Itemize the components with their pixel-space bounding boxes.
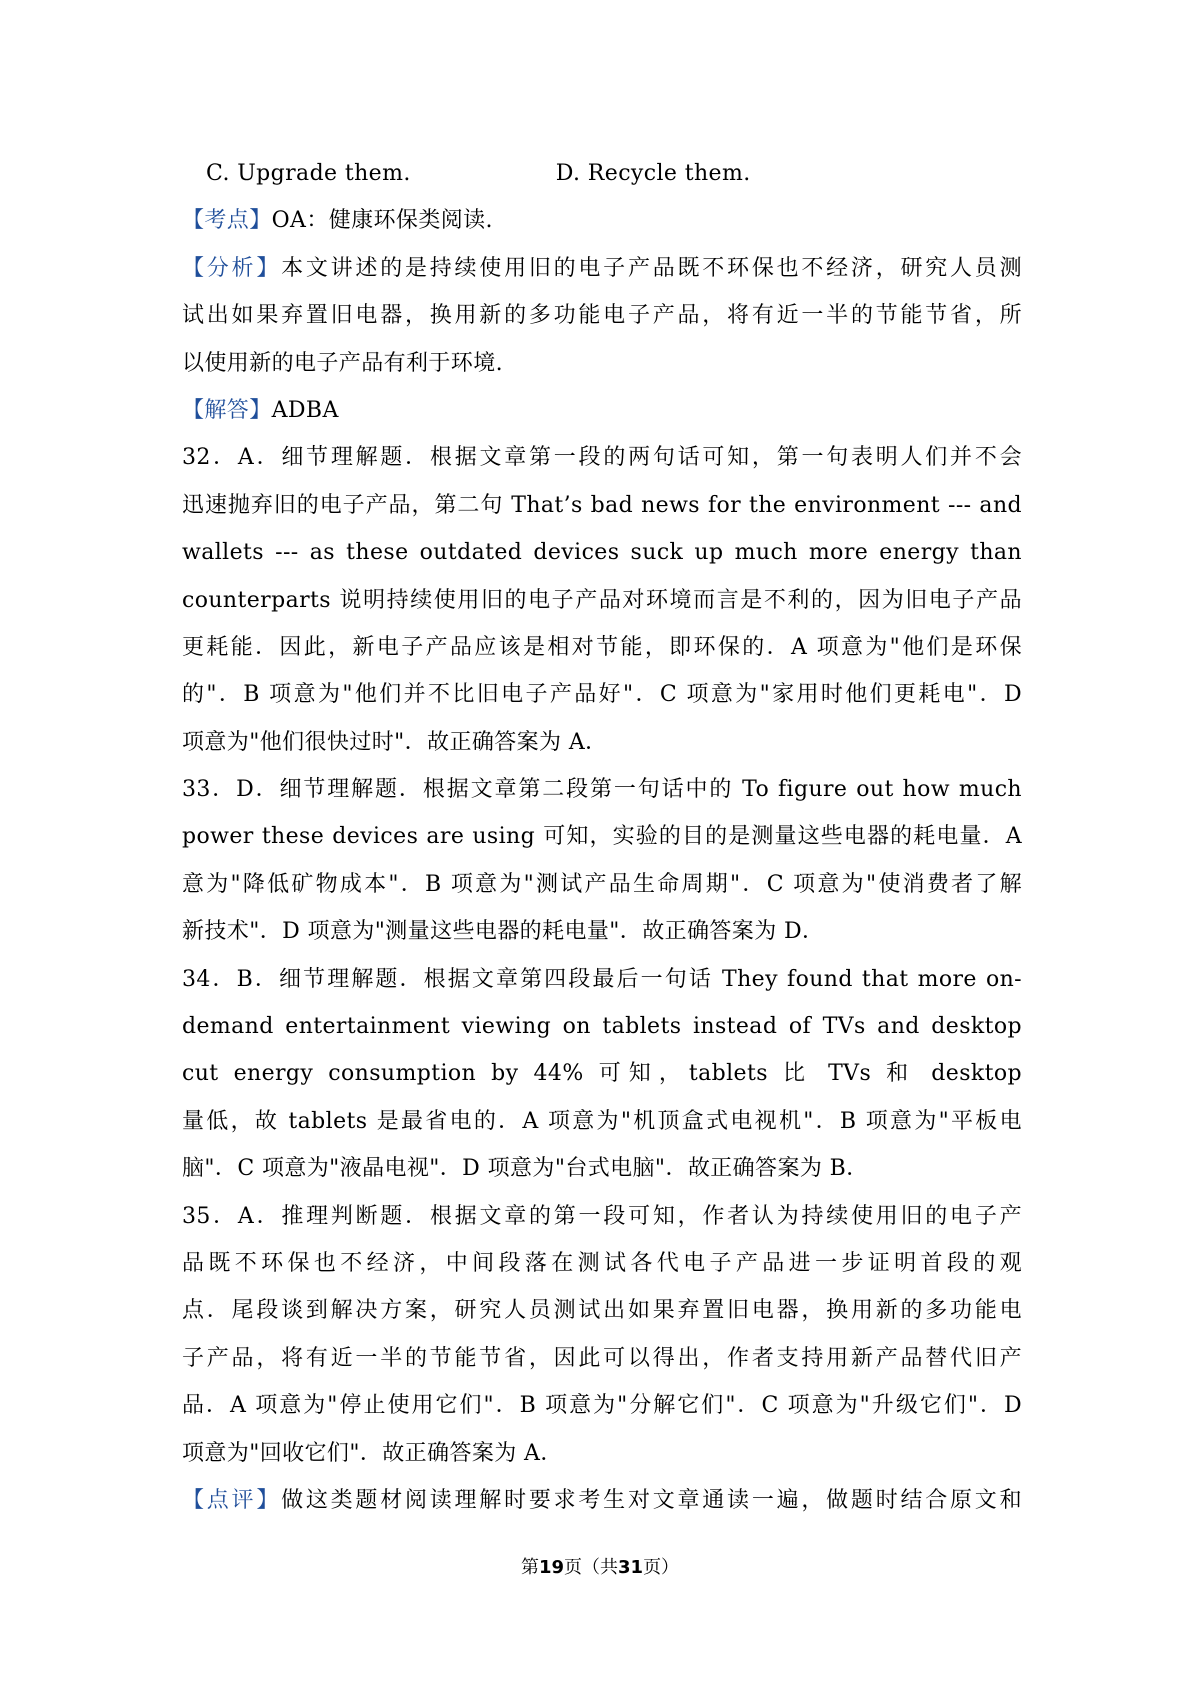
q34-line: cut energy consumption by 44% 可知，tablets 比 TVs 和 desktop	[182, 1061, 1022, 1087]
q32-line: 项意为"他们很快过时"．故正确答案为 A．	[182, 729, 608, 755]
jieda-row	[182, 387, 1022, 434]
q33-line: 33．D．细节理解题．根据文章第二段第一句话中的 To figure out how much	[182, 777, 1022, 803]
q34-line: 脑"．C 项意为"液晶电视"．D 项意为"台式电脑"．故正确答案为 B．	[182, 1156, 869, 1182]
options-row	[182, 150, 1022, 197]
jieda-text: ADBA	[271, 397, 339, 423]
q35-line: 品既不环保也不经济，中间段落在测试各代电子产品进一步证明首段的观	[182, 1250, 1022, 1276]
page-footer	[0, 1553, 1200, 1579]
dianping-text: 做这类题材阅读理解时要求考生对文章通读一遍，做题时结合原文和	[281, 1487, 1022, 1513]
option-c: C. Upgrade them.	[206, 161, 411, 186]
q32-line: 的"．B 项意为"他们并不比旧电子产品好"．C 项意为"家用时他们更耗电"．D	[182, 682, 1022, 708]
q34-line: 量低，故 tablets 是最省电的．A 项意为"机顶盒式电视机"．B 项意为"平板电	[182, 1108, 1022, 1134]
q34-line: 34．B．细节理解题．根据文章第四段最后一句话 They found that more on-	[182, 966, 1022, 992]
fenxi-line: 本文讲述的是持续使用旧的电子产品既不环保也不经济，研究人员测	[281, 255, 1022, 281]
q32-line: 迅速抛弃旧的电子产品，第二句 That’s bad news for the environment --- and	[182, 492, 1022, 518]
q35-line: 子产品，将有近一半的节能节省，因此可以得出，作者支持用新产品替代旧产	[182, 1345, 1022, 1371]
q32-line: wallets --- as these outdated devices suck up much more energy than	[182, 540, 1022, 566]
kaodian-text: OA：健康环保类阅读.	[271, 208, 493, 234]
q32-line: 32．A．细节理解题．根据文章第一段的两句话可知，第一句表明人们并不会	[182, 445, 1022, 471]
page-content	[182, 150, 1022, 1524]
q32-line: 更耗能．因此，新电子产品应该是相对节能，即环保的．A 项意为"他们是环保	[182, 634, 1022, 660]
q32-line: counterparts 说明持续使用旧的电子产品对环境而言是不利的，因为旧电子产品	[182, 587, 1022, 613]
q33-line: 意为"降低矿物成本"．B 项意为"测试产品生命周期"．C 项意为"使消费者了解	[182, 871, 1022, 897]
q33-line: power these devices are using 可知，实验的目的是测量这些电器的耗电量．A	[182, 824, 1022, 850]
q35-line: 35．A．推理判断题．根据文章的第一段可知，作者认为持续使用旧的电子产	[182, 1203, 1022, 1229]
q35-line: 品．A 项意为"停止使用它们"．B 项意为"分解它们"．C 项意为"升级它们"．D	[182, 1393, 1022, 1419]
dianping-row	[182, 1477, 1022, 1524]
fenxi-line: 以使用新的电子产品有利于环境.	[182, 350, 503, 376]
footer-suffix: 页）	[643, 1557, 680, 1578]
q34-line: demand entertainment viewing on tablets instead of TVs and desktop	[182, 1014, 1022, 1040]
footer-total-pages: 31	[618, 1557, 644, 1578]
footer-middle: 页（共	[564, 1557, 618, 1578]
fenxi-line: 试出如果弃置旧电器，换用新的多功能电子产品，将有近一半的节能节省，所	[182, 303, 1022, 329]
kaodian-row	[182, 197, 1022, 244]
q33-line: 新技术"．D 项意为"测量这些电器的耗电量"．故正确答案为 D．	[182, 919, 825, 945]
dianping-tag: 【点评】	[182, 1487, 282, 1513]
footer-page-number: 19	[538, 1557, 564, 1578]
q35-line: 项意为"回收它们"．故正确答案为 A．	[182, 1440, 563, 1466]
fenxi-tag: 【分析】	[182, 255, 282, 281]
jieda-tag: 【解答】	[182, 397, 272, 423]
fenxi-row	[182, 245, 1022, 292]
kaodian-tag: 【考点】	[182, 208, 272, 234]
footer-prefix: 第	[520, 1557, 539, 1578]
q35-line: 点．尾段谈到解决方案，研究人员测试出如果弃置旧电器，换用新的多功能电	[182, 1298, 1022, 1324]
option-d: D. Recycle them.	[555, 161, 751, 186]
